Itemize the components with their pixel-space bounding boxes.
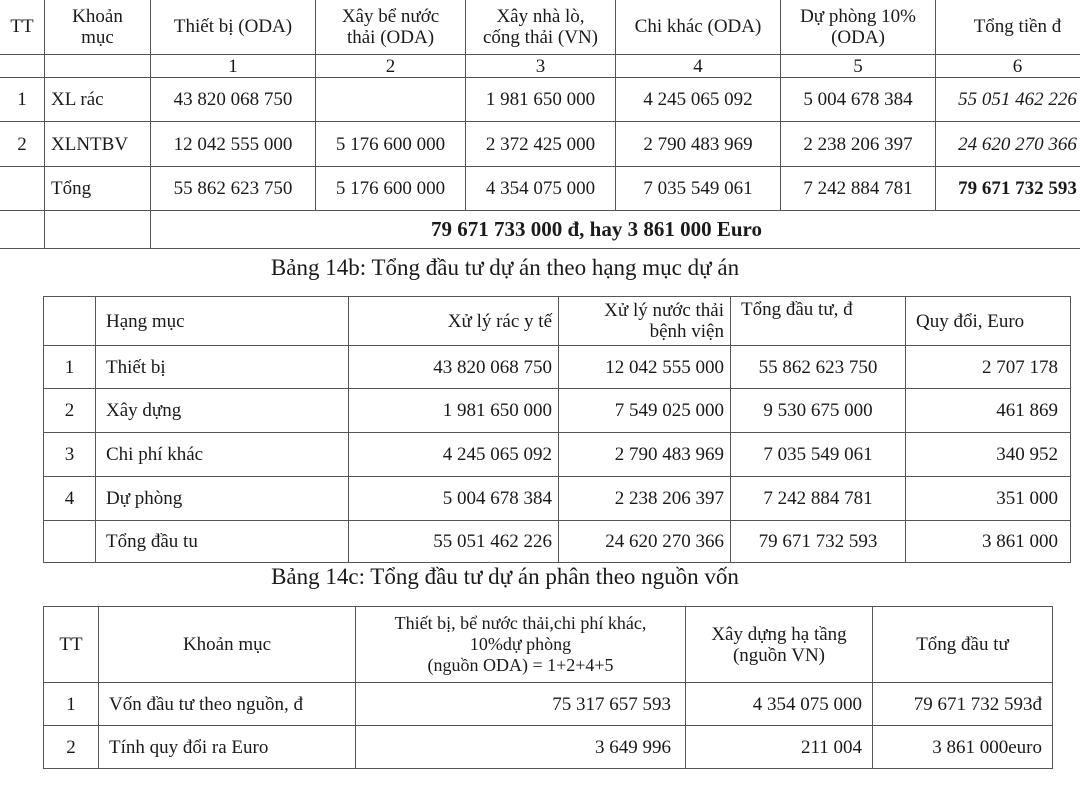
table-row bbox=[44, 477, 1071, 521]
header-tt bbox=[44, 297, 96, 346]
cell-value bbox=[316, 78, 466, 122]
cell-total: 55 051 462 226 bbox=[936, 78, 1080, 122]
header-equipment: Thiết bị (ODA) bbox=[151, 0, 316, 55]
index-cell: 5 bbox=[781, 55, 936, 78]
cell-tt: 2 bbox=[44, 389, 96, 433]
cell-tt: 3 bbox=[44, 433, 96, 477]
cell-total: 24 620 270 366 bbox=[936, 122, 1080, 167]
header-line: thải (ODA) bbox=[346, 26, 435, 48]
index-cell: 1 bbox=[151, 55, 316, 78]
cell-empty bbox=[0, 211, 45, 249]
header-other-costs: Chi khác (ODA) bbox=[616, 0, 781, 55]
table-row bbox=[44, 683, 1053, 726]
cell-value: 2 238 206 397 bbox=[781, 122, 936, 167]
cell-value: 12 042 555 000 bbox=[559, 346, 731, 389]
cell-value: 2 790 483 969 bbox=[616, 122, 781, 167]
table-header-row bbox=[0, 0, 1080, 55]
header-total-vnd: Tổng đầu tư, đ bbox=[731, 297, 906, 346]
cell-tt: 2 bbox=[0, 122, 45, 167]
cell-value: 1 981 650 000 bbox=[349, 389, 559, 433]
cell-item: Tính quy đổi ra Euro bbox=[99, 726, 356, 769]
cell-value: 5 176 600 000 bbox=[316, 122, 466, 167]
header-wastewater-tank bbox=[316, 0, 466, 55]
cell-value: 24 620 270 366 bbox=[559, 521, 731, 563]
cell-value: 3 861 000 bbox=[906, 521, 1071, 563]
cell-value: 4 245 065 092 bbox=[349, 433, 559, 477]
header-hospital-wastewater bbox=[559, 297, 731, 346]
cell-value: 43 820 068 750 bbox=[349, 346, 559, 389]
cell-tt: 4 bbox=[44, 477, 96, 521]
cell-value: 2 707 178 bbox=[906, 346, 1071, 389]
summary-total: 79 671 733 000 đ, hay 3 861 000 Euro bbox=[151, 211, 1080, 249]
header-furnace-construction bbox=[466, 0, 616, 55]
index-cell: 3 bbox=[466, 55, 616, 78]
table-row bbox=[44, 433, 1071, 477]
table-row bbox=[44, 726, 1053, 769]
cell-value: 3 649 996 bbox=[356, 726, 686, 769]
cell-value: 79 671 732 593 bbox=[731, 521, 906, 563]
cell-value: 4 245 065 092 bbox=[616, 78, 781, 122]
header-line: Dự phòng 10% bbox=[800, 5, 916, 27]
header-line: 10%dự phòng bbox=[469, 634, 572, 654]
cell-value: 1 981 650 000 bbox=[466, 78, 616, 122]
cell-value: 7 035 549 061 bbox=[731, 433, 906, 477]
cell-value: 3 861 000euro bbox=[873, 726, 1053, 769]
cell-value: 2 238 206 397 bbox=[559, 477, 731, 521]
cell-value: 5 004 678 384 bbox=[781, 78, 936, 122]
header-contingency bbox=[781, 0, 936, 55]
cell-value: 55 862 623 750 bbox=[151, 167, 316, 211]
index-cell: 6 bbox=[936, 55, 1080, 78]
cell-tt: 1 bbox=[44, 683, 99, 726]
header-total: Tổng đầu tư bbox=[873, 607, 1053, 683]
cell-value: 7 035 549 061 bbox=[616, 167, 781, 211]
index-cell bbox=[45, 55, 151, 78]
cell-value: 7 242 884 781 bbox=[781, 167, 936, 211]
header-line: (nguồn VN) bbox=[732, 644, 825, 666]
cell-tt: 1 bbox=[0, 78, 45, 122]
cell-value: 2 790 483 969 bbox=[559, 433, 731, 477]
table-row bbox=[44, 389, 1071, 433]
header-tt: TT bbox=[0, 0, 45, 55]
cell-value: 4 354 075 000 bbox=[466, 167, 616, 211]
cell-item: Vốn đầu tư theo nguồn, đ bbox=[99, 683, 356, 726]
header-item: Khoản mục bbox=[99, 607, 356, 683]
cell-item: XL rác bbox=[45, 78, 151, 122]
cell-value: 2 372 425 000 bbox=[466, 122, 616, 167]
header-line: bệnh viện bbox=[649, 321, 724, 342]
cell-value: 5 176 600 000 bbox=[316, 167, 466, 211]
cell-item: Dự phòng bbox=[96, 477, 349, 521]
header-line: (nguồn ODA) = 1+2+4+5 bbox=[427, 655, 614, 675]
cell-value: 211 004 bbox=[686, 726, 873, 769]
header-line: Xây nhà lò, bbox=[496, 5, 585, 27]
header-line: (ODA) bbox=[831, 26, 885, 48]
total-row bbox=[44, 521, 1071, 563]
header-line: mục bbox=[81, 26, 114, 48]
cell-item: XLNTBV bbox=[45, 122, 151, 167]
cell-tt bbox=[0, 167, 45, 211]
cell-value: 340 952 bbox=[906, 433, 1071, 477]
cell-item: Thiết bị bbox=[96, 346, 349, 389]
index-cell: 4 bbox=[616, 55, 781, 78]
table-14b-cost-by-category bbox=[43, 296, 1071, 563]
cell-value: 55 862 623 750 bbox=[731, 346, 906, 389]
header-oda-source bbox=[356, 607, 686, 683]
table-14a-cost-by-source bbox=[0, 0, 1080, 249]
header-tt: TT bbox=[44, 607, 99, 683]
header-line: Xử lý nước thải bbox=[604, 300, 724, 321]
cell-value: 9 530 675 000 bbox=[731, 389, 906, 433]
cell-value: 7 549 025 000 bbox=[559, 389, 731, 433]
index-cell bbox=[0, 55, 45, 78]
header-total: Tổng tiền đ bbox=[936, 0, 1080, 55]
summary-row bbox=[0, 211, 1080, 249]
cell-value: 55 051 462 226 bbox=[349, 521, 559, 563]
table-row bbox=[44, 346, 1071, 389]
cell-value: 351 000 bbox=[906, 477, 1071, 521]
cell-tt: 2 bbox=[44, 726, 99, 769]
cell-tt bbox=[44, 521, 96, 563]
header-item bbox=[45, 0, 151, 55]
header-euro: Quy đổi, Euro bbox=[906, 297, 1071, 346]
table-14c-cost-by-funding-source bbox=[43, 606, 1053, 769]
cell-value: 43 820 068 750 bbox=[151, 78, 316, 122]
table-row bbox=[0, 78, 1080, 122]
header-line: Xây bể nước bbox=[341, 5, 440, 27]
caption-table-14b: Bảng 14b: Tổng đầu tư dự án theo hạng mục dự án bbox=[270, 255, 740, 280]
cell-item: Tổng đầu tu bbox=[96, 521, 349, 563]
header-line: Thiết bị, bể nước thải,chi phí khác, bbox=[394, 613, 647, 633]
cell-value: 79 671 732 593đ bbox=[873, 683, 1053, 726]
header-medical-waste: Xử lý rác y tế bbox=[349, 297, 559, 346]
cell-grand-total: 79 671 732 593 bbox=[936, 167, 1080, 211]
cell-tt: 1 bbox=[44, 346, 96, 389]
cell-empty bbox=[45, 211, 151, 249]
table-row bbox=[0, 122, 1080, 167]
caption-table-14c: Bảng 14c: Tổng đầu tư dự án phân theo nguồn vốn bbox=[271, 564, 739, 589]
header-line: Xây dựng hạ tầng bbox=[711, 623, 847, 645]
cell-value: 75 317 657 593 bbox=[356, 683, 686, 726]
header-vn-source bbox=[686, 607, 873, 683]
cell-item: Xây dựng bbox=[96, 389, 349, 433]
index-cell: 2 bbox=[316, 55, 466, 78]
cell-item: Chi phí khác bbox=[96, 433, 349, 477]
index-row bbox=[0, 55, 1080, 78]
cell-value: 12 042 555 000 bbox=[151, 122, 316, 167]
table-header-row bbox=[44, 607, 1053, 683]
header-line: cống thải (VN) bbox=[482, 26, 599, 48]
header-line: Khoản bbox=[72, 5, 123, 27]
total-row bbox=[0, 167, 1080, 211]
cell-value: 461 869 bbox=[906, 389, 1071, 433]
cell-value: 5 004 678 384 bbox=[349, 477, 559, 521]
cell-value: 4 354 075 000 bbox=[686, 683, 873, 726]
table-header-row bbox=[44, 297, 1071, 346]
cell-value: 7 242 884 781 bbox=[731, 477, 906, 521]
cell-item: Tổng bbox=[45, 167, 151, 211]
header-item: Hạng mục bbox=[96, 297, 349, 346]
